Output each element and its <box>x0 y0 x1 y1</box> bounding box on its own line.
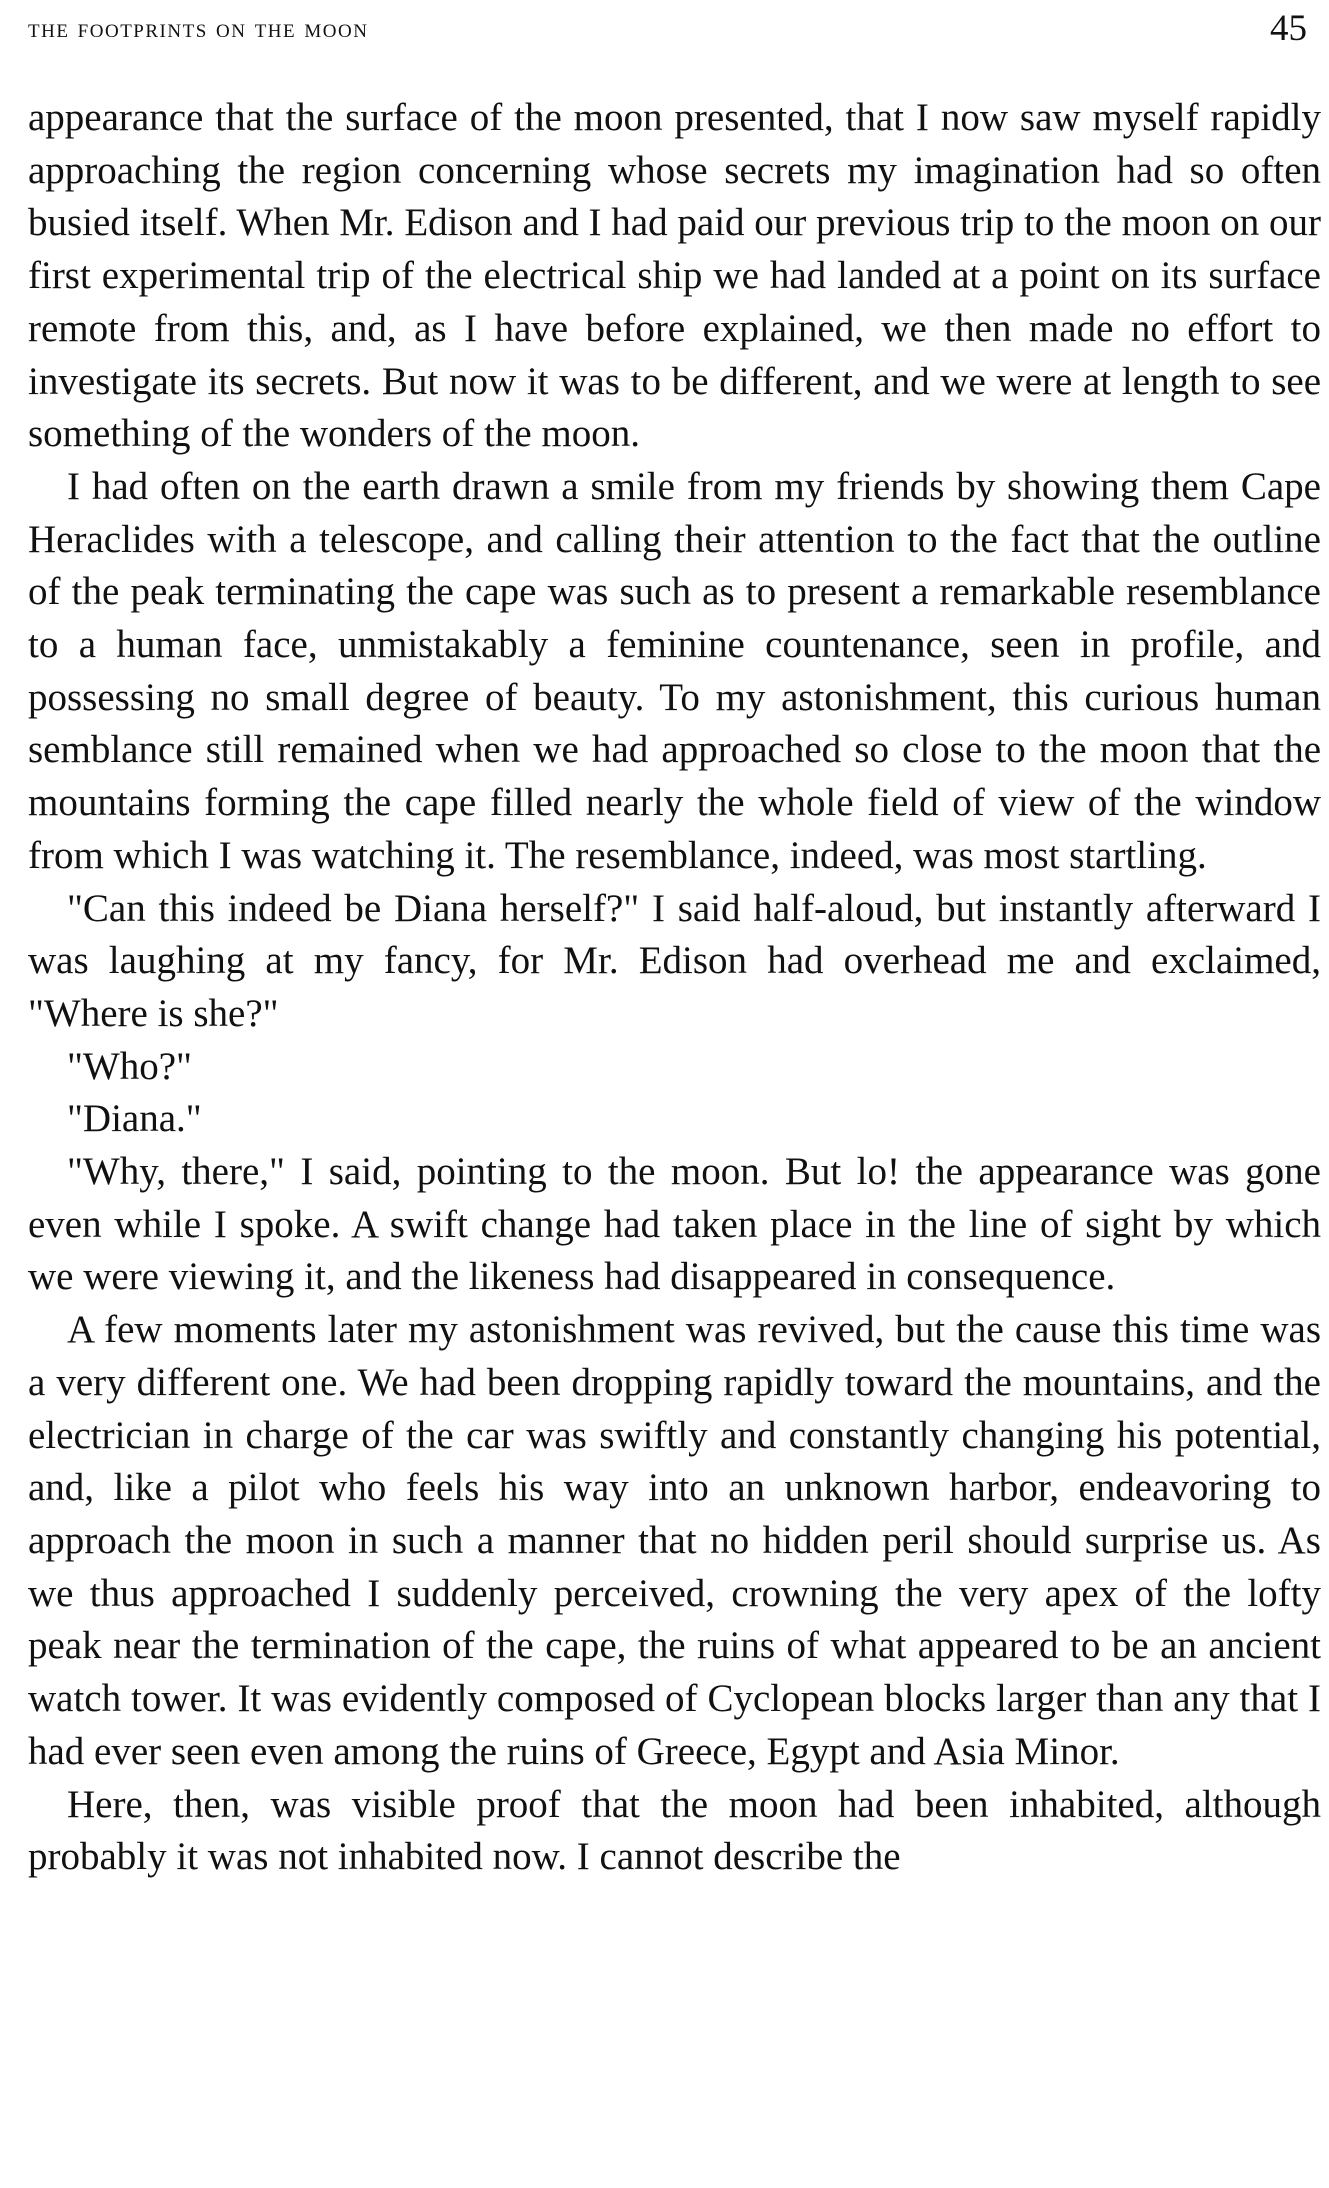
page-number: 45 <box>1270 7 1307 49</box>
paragraph: "Diana." <box>67 1097 202 1141</box>
running-title: the footprints on the moon <box>28 12 369 43</box>
paragraph: "Can this indeed be Diana herself?" I said half-aloud, but instantly afterward I was laughing at my fancy, for Mr. Edison had overhead me and exclaimed, "Where is she?" <box>28 886 1321 1035</box>
paragraph: I had often on the earth drawn a smile from my friends by showing them Cape Heraclides with a telescope, and calling their attention to the fact that the outline of the peak terminating the cape was such as to present a remarkable resemblance to a human face, unmistakably a feminine countenance, seen in profile, and possessing no small degree of beauty. To my astonishment, this curious human semblance still remained when we had approached so close to the moon that the mountains forming the cape filled nearly the whole field of view of the window from which I was watching it. The resemblance, indeed, was most startling. <box>28 464 1321 877</box>
body-text <box>28 92 1321 1884</box>
paragraph: Here, then, was visible proof that the moon had been inhabited, although probably it was not inhabited now. I cannot describe the <box>28 1782 1321 1879</box>
paragraph: A few moments later my astonishment was revived, but the cause this time was a very different one. We had been dropping rapidly toward the mountains, and the electrician in charge of the car was swiftly and constantly changing his potential, and, like a pilot who feels his way into an unknown harbor, endeavoring to approach the moon in such a manner that no hidden peril should surprise us. As we thus approached I suddenly perceived, crowning the very apex of the lofty peak near the termination of the cape, the ruins of what appeared to be an ancient watch tower. It was evidently composed of Cyclopean blocks larger than any that I had ever seen even among the ruins of Greece, Egypt and Asia Minor. <box>28 1308 1321 1773</box>
running-head <box>28 8 1307 48</box>
paragraph: "Who?" <box>67 1044 192 1088</box>
paragraph-continued: appearance that the surface of the moon presented, that I now saw myself rapidly approaching the region concerning whose secrets my imagination had so often busied itself. When Mr. Edison and I had paid our previous trip to the moon on our first experimental trip of the electrical ship we had landed at a point on its surface remote from this, and, as I have before explained, we then made no effort to investigate its secrets. But now it was to be different, and we were at length to see something of the wonders of the moon. <box>28 96 1321 456</box>
paragraph: "Why, there," I said, pointing to the moon. But lo! the appearance was gone even while I spoke. A swift change had taken place in the line of sight by which we were viewing it, and the likeness had disappeared in consequence. <box>28 1150 1321 1299</box>
